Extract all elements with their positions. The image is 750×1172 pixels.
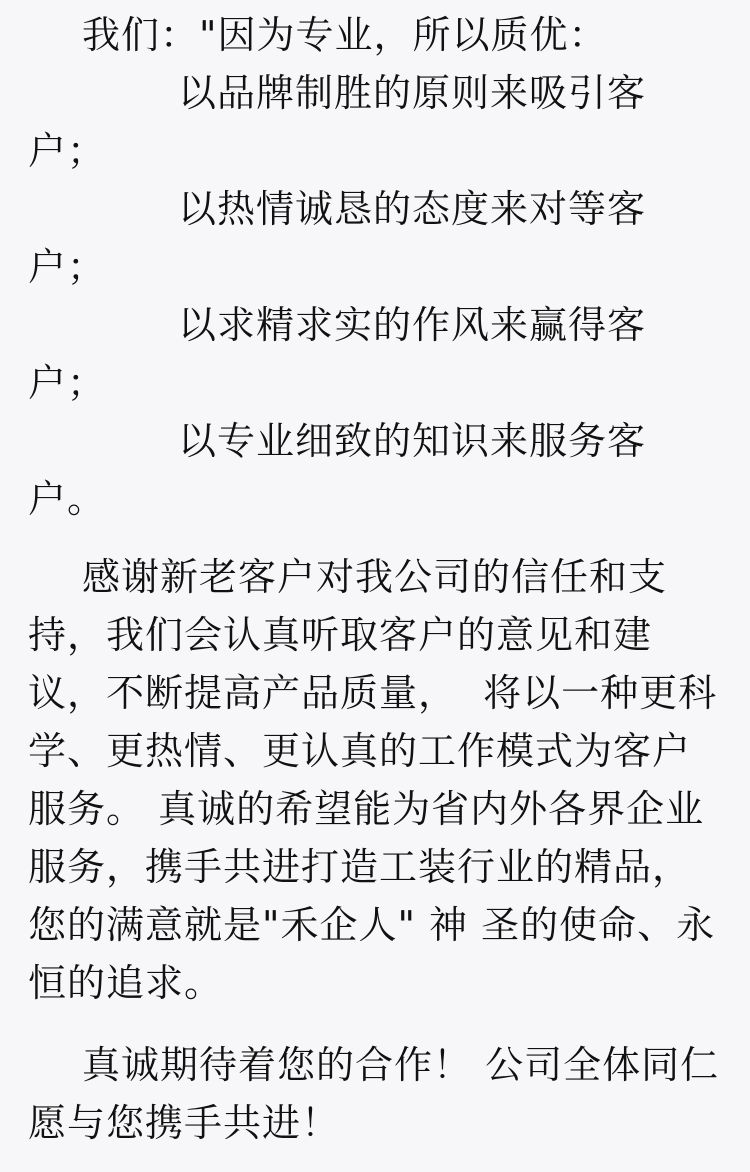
text-line-2: 以品牌制胜的原则来吸引客 [178, 71, 647, 115]
text-line-13: 学、更热情、更认真的工作模式为客户 [28, 729, 692, 773]
text-line-7: 户； [28, 361, 107, 405]
text-line-5: 户； [28, 245, 107, 289]
text-line-12: 议，不断提高产品质量， 将以一种更科 [28, 671, 718, 715]
text-line-1: 我们："因为专业，所以质优： [82, 13, 608, 57]
text-line-10: 感谢新老客户对我公司的信任和支 [82, 555, 668, 599]
text-line-3: 户； [28, 129, 107, 173]
text-line-11: 持，我们会认真听取客户的意见和建 [28, 613, 653, 657]
text-line-18: 真诚期待着您的合作！ 公司全体同仁 [82, 1043, 720, 1087]
text-line-8: 以专业细致的知识来服务客 [178, 419, 647, 463]
text-line-14: 服务。 真诚的希望能为省内外各界企业 [28, 787, 705, 831]
text-line-9: 户。 [28, 477, 107, 521]
text-line-16: 您的满意就是"禾企人" 神 圣的使命、永 [28, 903, 716, 947]
text-line-15: 服务，携手共进打造工装行业的精品， [28, 845, 692, 889]
text-line-4: 以热情诚恳的态度来对等客 [178, 187, 647, 231]
text-line-6: 以求精求实的作风来赢得客 [178, 303, 647, 347]
text-line-19: 愿与您携手共进！ [28, 1101, 341, 1145]
text-line-17: 恒的追求。 [28, 961, 224, 1005]
